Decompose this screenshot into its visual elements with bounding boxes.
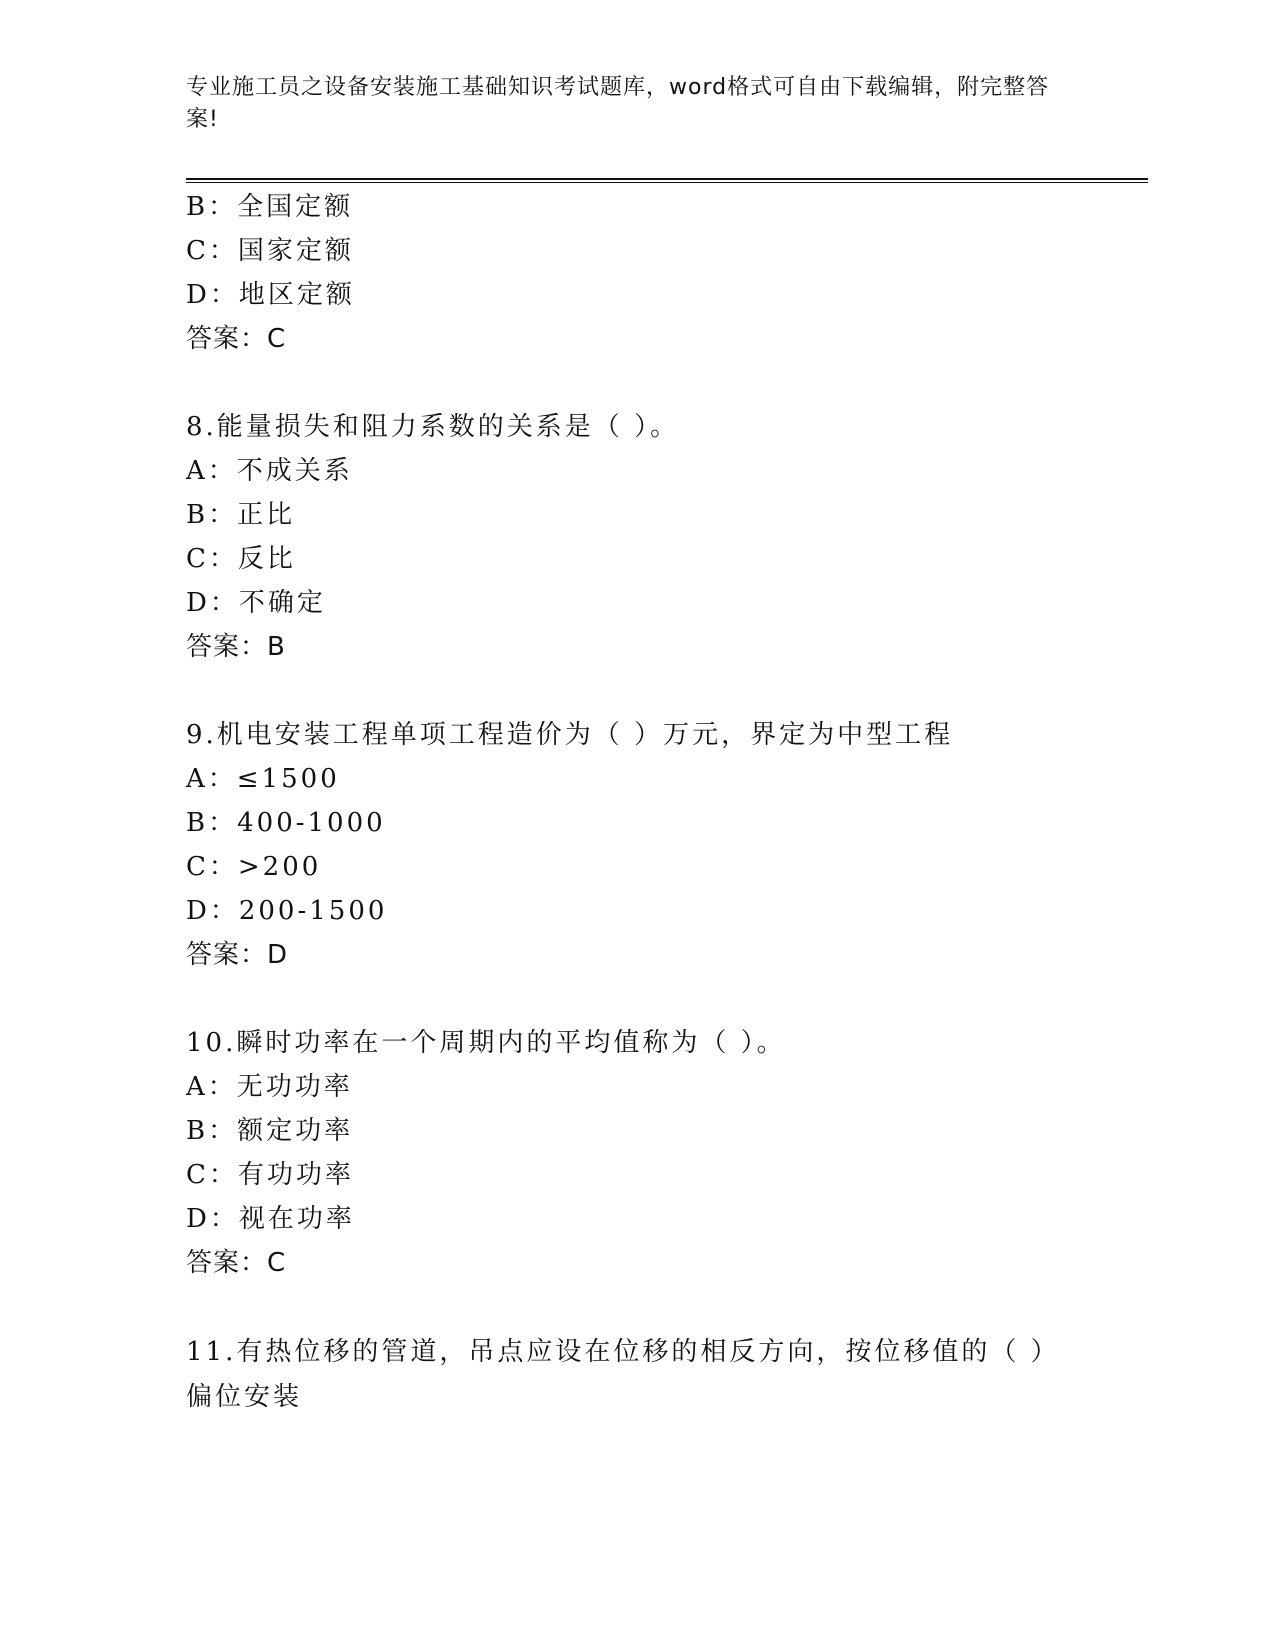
q8-option-b: B：正比: [186, 500, 296, 530]
q10-stem: 10.瞬时功率在一个周期内的平均值称为（ ）。: [186, 1028, 786, 1058]
q8-stem: 8.能量损失和阻力系数的关系是（ ）。: [186, 412, 680, 442]
q7-option-b: B：全国定额: [186, 192, 354, 222]
document-header-title: 专业施工员之设备安装施工基础知识考试题库，word格式可自由下载编辑，附完整答案!: [186, 75, 1050, 132]
q8-option-c: C：反比: [186, 544, 296, 574]
q9-option-d: D：200-1500: [186, 896, 388, 926]
q8-answer: 答案：B: [186, 632, 286, 662]
q8-option-d: D：不确定: [186, 588, 326, 618]
q10-answer: 答案：C: [186, 1248, 287, 1278]
q9-option-a: A：≤1500: [186, 764, 340, 794]
q7-option-c: C：国家定额: [186, 236, 354, 266]
q8-option-a: A：不成关系: [186, 456, 353, 486]
q9-answer: 答案：D: [186, 940, 289, 970]
q9-option-b: B：400-1000: [186, 808, 386, 838]
q9-option-c: C：>200: [186, 852, 322, 882]
q7-answer: 答案：C: [186, 324, 287, 354]
q10-option-a: A：无功功率: [186, 1072, 353, 1102]
q11-stem: 11.有热位移的管道，吊点应设在位移的相反方向，按位移值的（ ）偏位安装: [186, 1337, 1060, 1412]
q9-stem: 9.机电安装工程单项工程造价为（ ）万元，界定为中型工程: [186, 720, 954, 750]
q10-option-c: C：有功功率: [186, 1160, 354, 1190]
q10-option-b: B：额定功率: [186, 1116, 354, 1146]
q7-option-d: D：地区定额: [186, 280, 355, 310]
header-divider-thick: [186, 178, 1148, 180]
header-divider-thin: [186, 182, 1148, 183]
q10-option-d: D：视在功率: [186, 1204, 355, 1234]
